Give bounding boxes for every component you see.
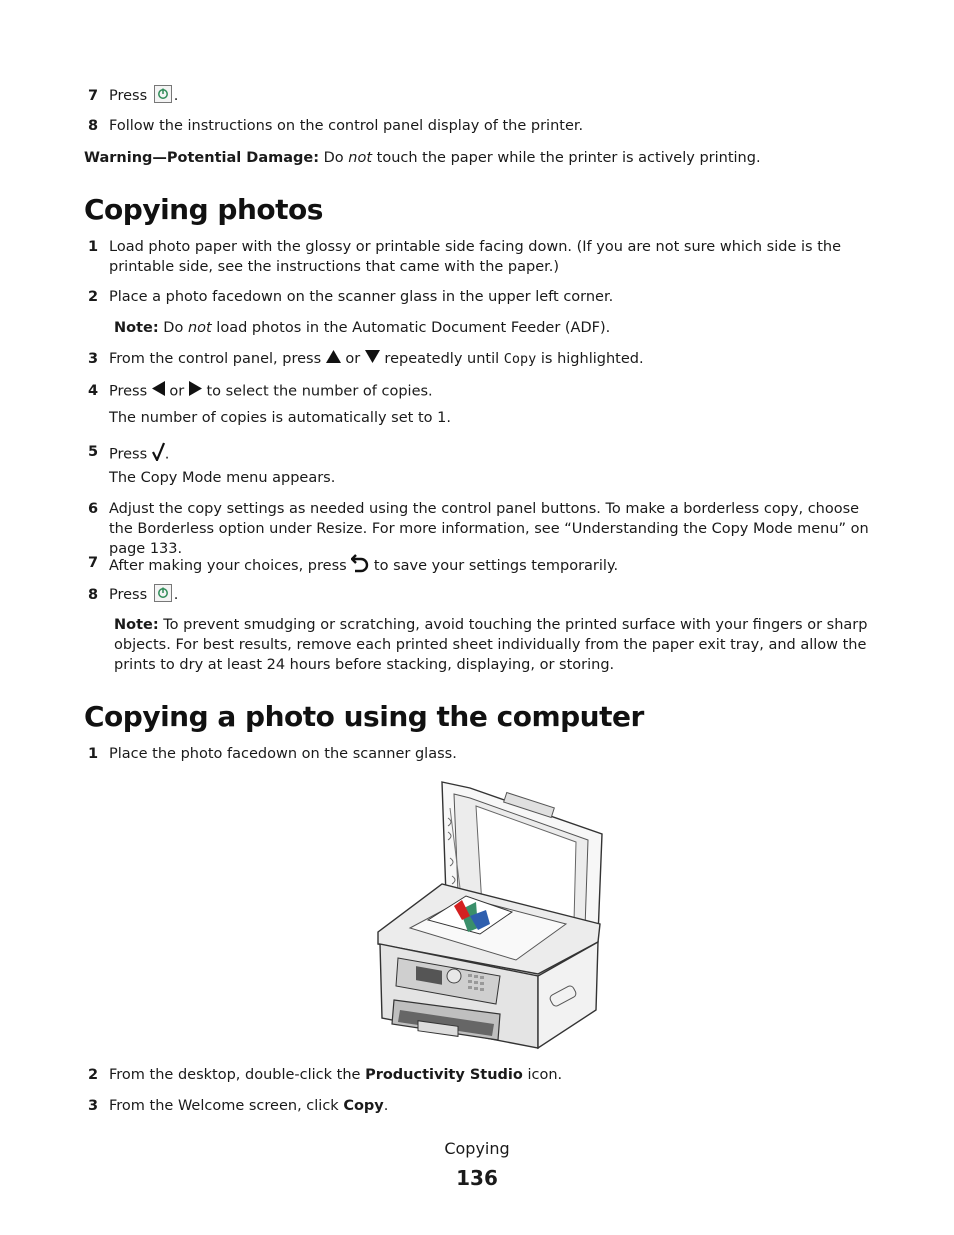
step-number: 7 — [88, 88, 99, 104]
right-arrow-icon — [189, 381, 202, 402]
left-arrow-icon — [152, 381, 165, 402]
step-number: 3 — [88, 1098, 99, 1114]
start-button-icon — [154, 584, 172, 602]
step-4-result: The number of copies is automatically set to 1. — [109, 410, 451, 426]
note-label: Note: — [114, 320, 159, 336]
step-number: 6 — [88, 501, 99, 517]
up-arrow-icon — [326, 349, 341, 369]
step-number: 3 — [88, 351, 99, 367]
warning-label: Warning—Potential Damage: — [84, 150, 320, 166]
step-number: 2 — [88, 1067, 99, 1083]
start-button-icon — [154, 85, 172, 103]
footer-chapter-label: Copying — [444, 1139, 510, 1158]
section-heading-copying-photo-computer: Copying a photo using the computer — [84, 700, 644, 733]
manual-page: 7 Press . 8 Follow the instructions on the control panel display of the printer. Warning—Potential Damage: Do not touch the paper while the printer is actively printing. Copying photos 1 Load photo paper with the glossy or printable side facing down. (If you are not sure which side is the printable side, see the instructions that came with the paper.) 2 Place a photo facedown on the scanner glass in the upper left corner. Note: Do not load photos in the Automatic Document Feeder (ADF). 3 From the control panel, press or repeatedly until Copy is highlighted. 4 Press or to select the number of copies. The number of copies is automatically set to 1. 5 Press . The Copy Mode menu appears. 6 Adjust the copy settings as needed using the control panel buttons. To make a borderless copy, choose the Borderless option under Resize. For more information, see “Understanding the Copy Mode menu” on page 133. 7 After making your choices, press to save your settings temporarily. 8 Press . Note: To prevent smudging or scratching, avoid touching the printed surface with your fingers or sharp objects. For best results, remove each printed sheet individually from the paper exit tray, and allow the prints to dry at least 24 hours before stacking, displaying, or storing. Copying a photo using the computer 1 Place the photo facedown on the scanner glass. 2 From the desktop, double-click the Productivity Studio icon. 3 From the Welcome screen, click Copy. Copying 136 — [0, 0, 954, 1235]
ui-label: Copy — [343, 1098, 384, 1114]
step-text: Adjust the copy settings as needed using the control panel buttons. To make a borderless copy, choose the Borderless option under Resize. For more information, see “Understanding the Copy Mode menu” on page 133. — [109, 501, 869, 557]
note-adf: Note: Do not load photos in the Automatic Document Feeder (ADF). — [114, 320, 611, 336]
step-number: 2 — [88, 289, 99, 305]
step-number: 4 — [88, 383, 99, 399]
note-smudging: Note: To prevent smudging or scratching, avoid touching the printed surface with your fingers or sharp objects. For best results, remove each printed sheet individually from the paper exit tray, and allow the prints to dry at least 24 hours before stacking, displaying, or storing. — [114, 617, 868, 673]
section-heading-copying-photos: Copying photos — [84, 193, 323, 226]
checkmark-select-icon — [152, 442, 165, 467]
back-arrow-icon — [351, 553, 369, 579]
step-text: Follow the instructions on the control panel display of the printer. — [109, 118, 584, 134]
note-label: Note: — [114, 617, 159, 633]
menu-item-code: Copy — [503, 351, 537, 367]
step-number: 8 — [88, 587, 99, 603]
step-number: 1 — [88, 746, 99, 762]
step-number: 8 — [88, 118, 99, 134]
page-number: 136 — [456, 1166, 498, 1190]
step-text: Place a photo facedown on the scanner glass in the upper left corner. — [109, 289, 614, 305]
step-5-result: The Copy Mode menu appears. — [109, 470, 336, 486]
step-text: Press — [109, 88, 148, 104]
warning-paragraph: Warning—Potential Damage: Do not touch the paper while the printer is actively printing. — [84, 150, 761, 166]
printer-scanner-illustration — [370, 778, 606, 1056]
step-text: Load photo paper with the glossy or printable side facing down. (If you are not sure which side is the printable side, see the instructions that came with the paper.) — [109, 239, 841, 275]
step-number: 7 — [88, 555, 99, 571]
step-text: Place the photo facedown on the scanner glass. — [109, 746, 457, 762]
step-number: 1 — [88, 239, 99, 255]
step-number: 5 — [88, 444, 99, 460]
app-name: Productivity Studio — [365, 1067, 523, 1083]
down-arrow-icon — [365, 349, 380, 369]
